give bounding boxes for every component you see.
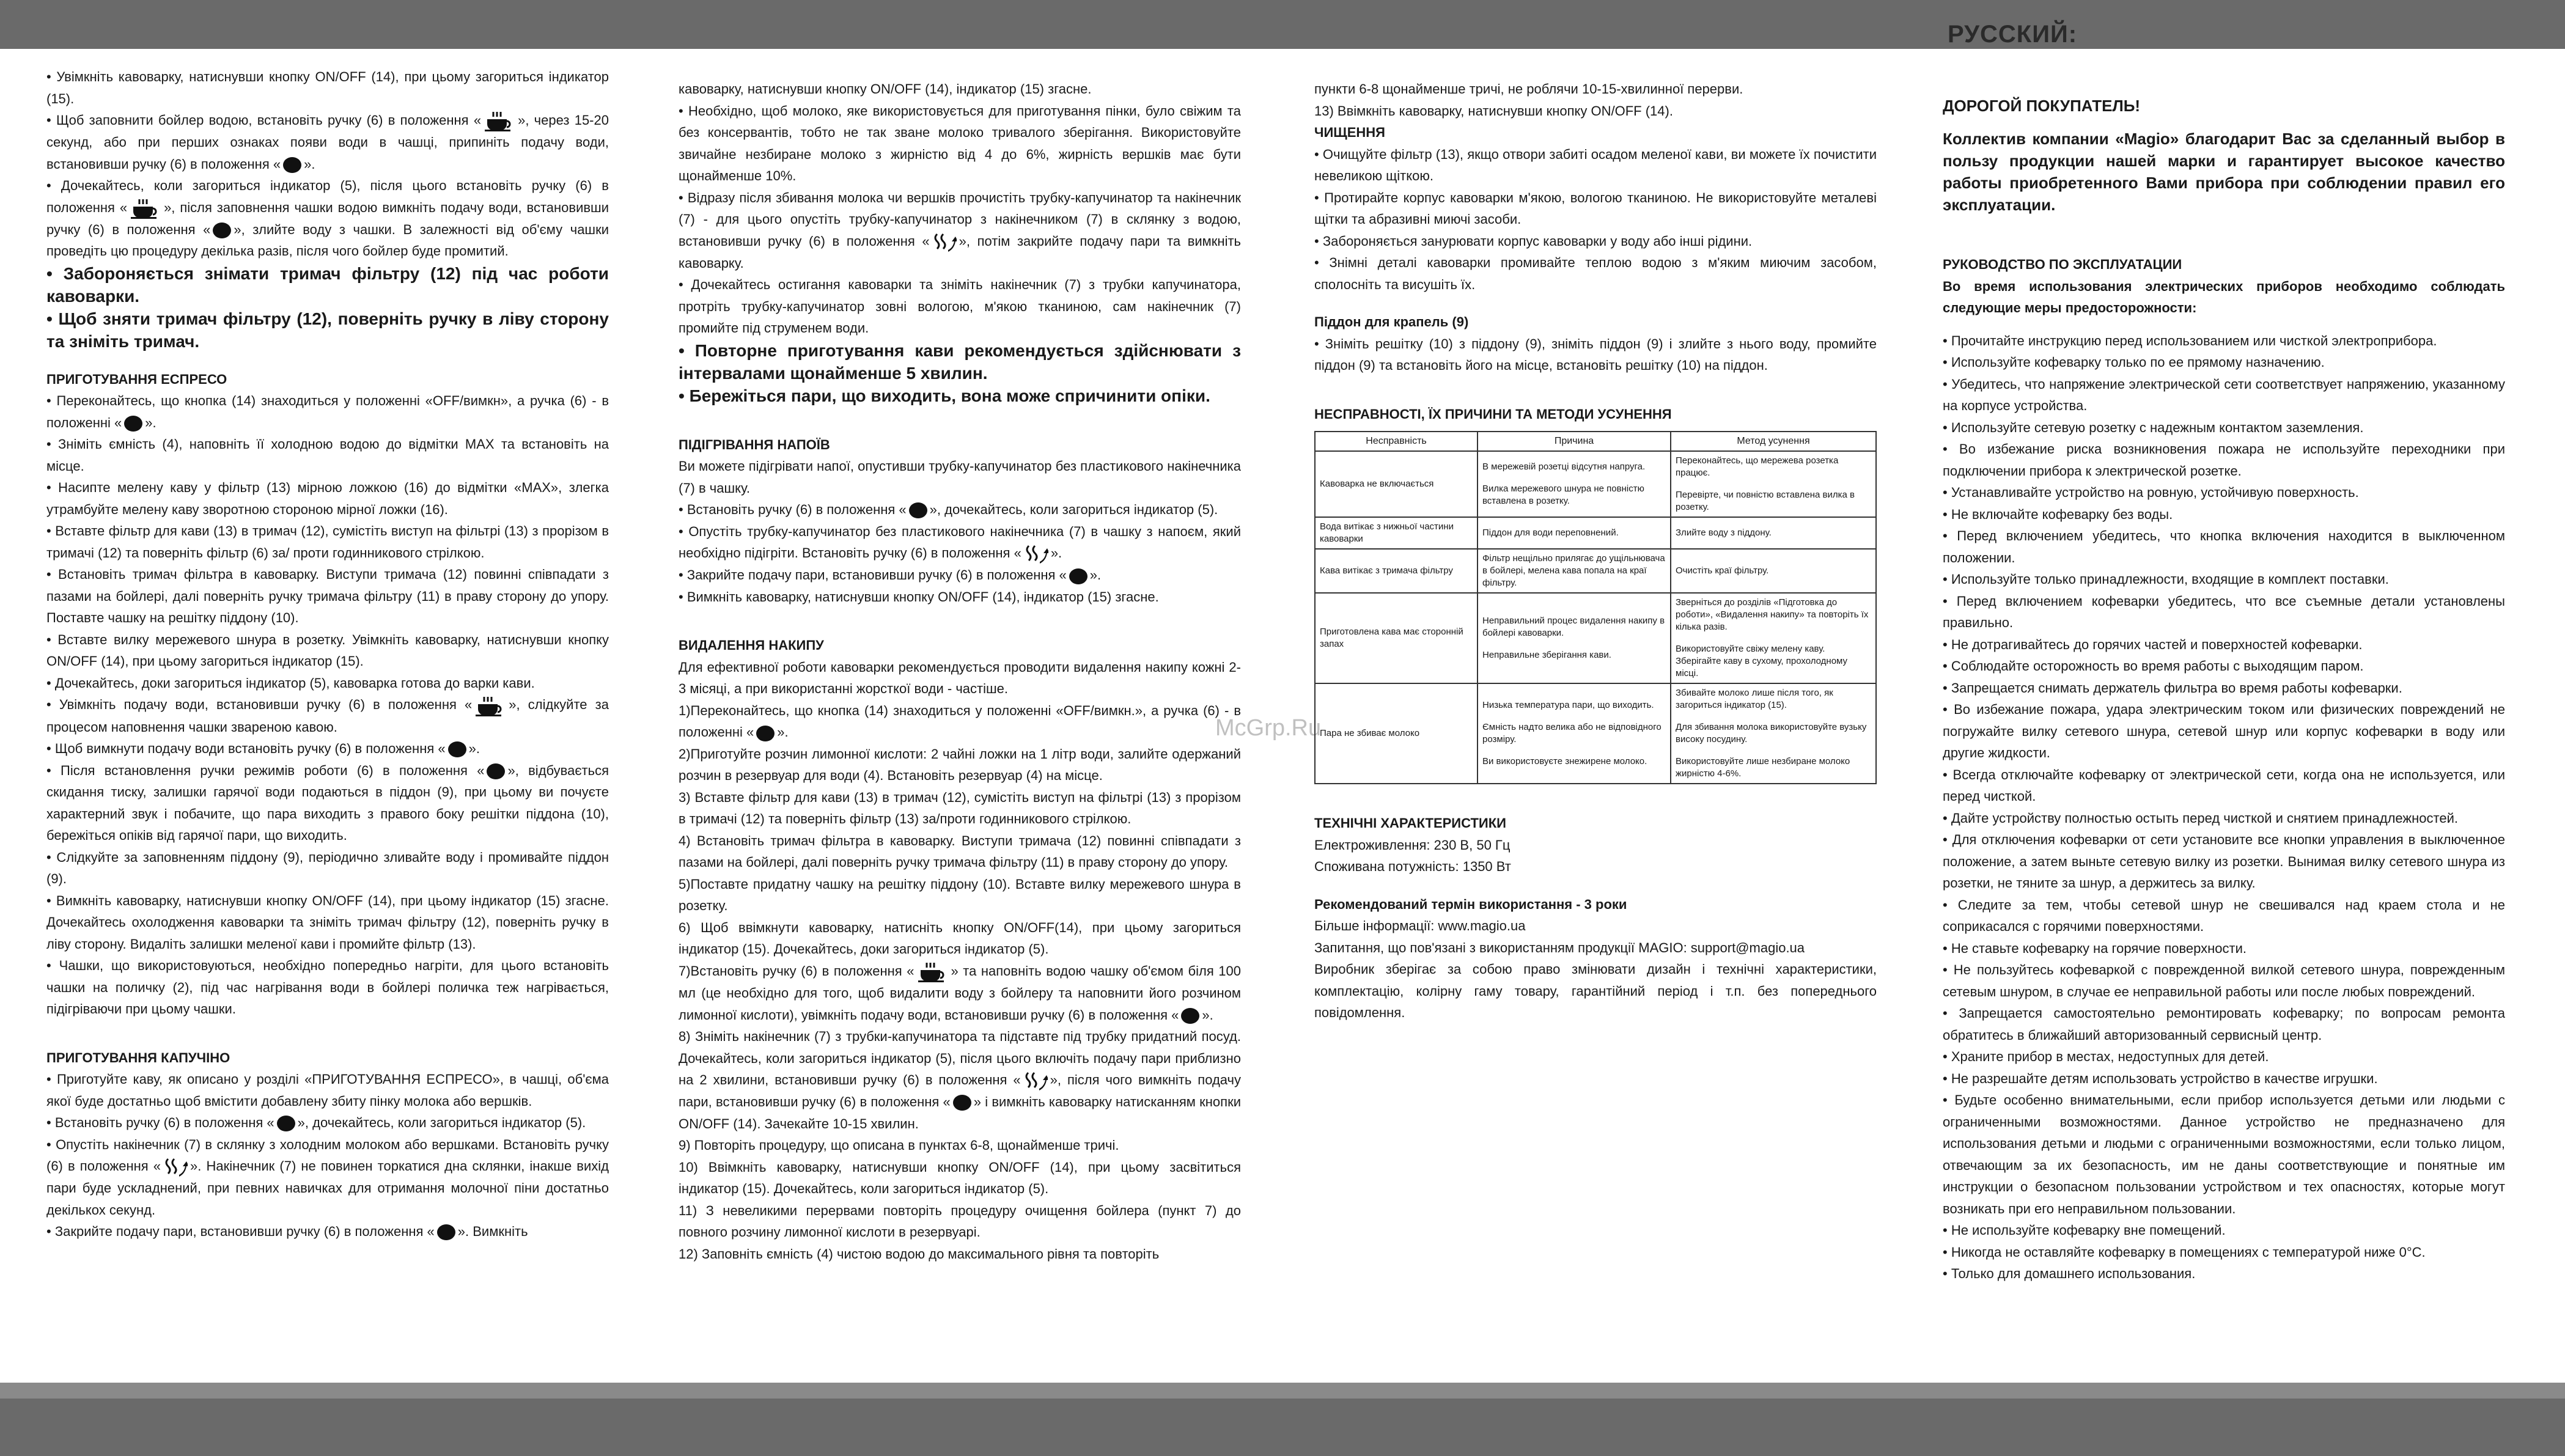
col1-paragraph: • Дочекайтесь, доки загориться індикатор (5), кавоварка готова до варки кави.	[46, 675, 535, 691]
language-heading: РУССКИЙ:	[1948, 21, 2078, 48]
col2-paragraph: • Вимкніть кавоварку, натиснувши кнопку ON/OFF (14), індикатор (15) згасне.	[679, 589, 1159, 605]
col4-paragraph: • Прочитайте инструкцию перед использованием или чисткой электроприбора.	[1943, 333, 2437, 348]
col1-paragraph: • Чашки, що використовуються, необхідно попередньо нагріти, для цього встановіть чашки на поличку (2), під час нагрівання води в бойлері поличка теж нагрівається, підігріваючи при цьому чашки.	[46, 958, 609, 1017]
col4-paragraph: РУКОВОДСТВО ПО ЭКСПЛУАТАЦИИ	[1943, 257, 2182, 272]
col4-paragraph	[1943, 216, 2505, 238]
col1-paragraph: • Встановіть тримач фільтра в кавоварку. Виступи тримача (12) повинні співпадати з пазами на бойлері, далі поверніть ручку тримача фільтру (11) в праву сторону до упору. Поставте чашку на решітку піддону (10).	[46, 567, 609, 626]
col4-paragraph: • Перед включением кофеварки убедитесь, что все съемные детали установлены правильно.	[1943, 593, 2505, 630]
col4-paragraph: Во время использования электрических приборов необходимо соблюдать следующие меры предосторожности:	[1943, 278, 2505, 315]
col2-paragraph: 6) Щоб ввімкнути кавоварку, натисніть кнопку ON/OFF(14), при цьому загориться індикатор (15). Дочекайтесь, доки загориться індикатор (5).	[679, 919, 1241, 957]
col4-paragraph: • Только для домашнего использования.	[1943, 1266, 2196, 1281]
col2-paragraph: 8) Зніміть накінечник (7) з трубки-капучинатора та підставте під трубку придатний посуд. Дочекайтесь, коли загориться індикатор (5), після цього включіть подачу пари приблизно на 2 хвилини, встановивши ручку (6) в положення « », після чого вимкніть подачу пари, встановивши ручку (6) в положення « » і вимкніть кавоварку натисканням кнопки ON/OFF (14). Зачекайте 10-15 хвилин.	[679, 1029, 1241, 1131]
column-3-top	[1314, 78, 1877, 425]
col3_top-paragraph: • Забороняється занурювати корпус кавоварки у воду або інші рідини.	[1314, 233, 1753, 249]
col1-paragraph: ПРИГОТУВАННЯ ЕСПРЕСО	[46, 371, 227, 387]
col1-paragraph: • Вставте вилку мережевого шнура в розетку. Увімкніть кавоварку, натиснувши кнопку ON/OFF (14), при цьому загориться індикатор (15).	[46, 631, 609, 669]
cause-cell: Піддон для води переповнений.	[1478, 517, 1671, 549]
col3_top-paragraph: • Протирайте корпус кавоварки м'якою, вологою тканиною. Не використовуйте металеві щітки та абразивні миючі засоби.	[1314, 189, 1877, 227]
col1-paragraph: • Забороняється знімати тримач фільтру (12) під час роботи кавоварки.	[46, 263, 609, 306]
knob-off-icon	[437, 1224, 455, 1240]
faults-row	[1315, 683, 1876, 784]
fault-cell: Кава витікає з тримача фільтру	[1315, 549, 1478, 593]
col2-paragraph: • Встановіть ручку (6) в положення « », дочекайтесь, коли загориться індикатор (5).	[679, 499, 1241, 521]
col4-paragraph: • Для отключения кофеварки от сети установите все кнопки управления в выключенное положение, а затем выньте сетевую вилку из розетки. Вынимая вилку сетевого шнура из розетки, не тяните за шнур, а держитесь за вилку.	[1943, 832, 2505, 891]
cause-cell: Фільтр нещільно прилягає до ущільнювача в бойлері, мелена кава попала на краї фільтру.	[1478, 549, 1671, 593]
col2-paragraph: 2)Приготуйте розчин лимонної кислоти: 2 чайні ложки на 1 літр води, залийте одержаний розчин в резервуар для води (4). Встановіть резервуар (4) на місце.	[679, 746, 1241, 784]
col4-paragraph: • Не разрешайте детям использовать устройство в качестве игрушки.	[1943, 1070, 2378, 1086]
faults-row	[1315, 517, 1876, 549]
col1-paragraph: • Щоб зняти тримач фільтру (12), поверніть ручку в ліву сторону та зніміть тримач.	[46, 309, 609, 351]
col4-paragraph: • Используйте кофеварку только по ее прямому назначению.	[1943, 355, 2325, 370]
steam-icon	[1023, 1070, 1048, 1091]
fix-cell: Переконайтесь, що мережева розетка працює. Перевірте, чи повністю вставлена вилка в розетку.	[1671, 451, 1876, 517]
steam-icon	[1024, 543, 1048, 564]
col4-paragraph: • Во избежание пожара, удара электрическим током или физических повреждений не погружайте вилку сетевого шнура, сетевой шнур или корпус кофеварки в воду или другие жидкости.	[1943, 702, 2505, 760]
fault-cell: Кавоварка не включається	[1315, 451, 1478, 517]
col2-paragraph: ВИДАЛЕННЯ НАКИПУ	[679, 638, 824, 653]
col2-paragraph: кавоварку, натиснувши кнопку ON/OFF (14), індикатор (15) згасне.	[679, 81, 1092, 97]
col3_top-paragraph: • Зніміть решітку (10) з піддону (9), зніміть піддон (9) і злийте з нього воду, промийте піддон (9) та встановіть його на місце, встановіть решітку (10) на піддон.	[1314, 336, 1877, 373]
col3_bottom-paragraph: Більше інформації: www.magio.ua	[1314, 918, 1526, 933]
col4-paragraph: • Дайте устройству полностью остыть перед чисткой и снятием принадлежностей.	[1943, 810, 2458, 826]
col1-paragraph: • Увімкніть кавоварку, натиснувши кнопку ON/OFF (14), при цьому загориться індикатор (15).	[46, 69, 609, 106]
col2-paragraph: Ви можете підігрівати напої, опустивши трубку-капучинатор без пластикового накінечника (7) в чашку.	[679, 458, 1241, 496]
faults-header-cause: Причина	[1478, 432, 1671, 451]
col1-paragraph: • Закрийте подачу пари, встановивши ручку (6) в положення « ». Вимкніть	[46, 1221, 609, 1243]
column-russian	[1943, 95, 2505, 1285]
fault-cell: Вода витікає з нижньої частини кавоварки	[1315, 517, 1478, 549]
col3_top-paragraph: • Очищуйте фільтр (13), якщо отвори забиті осадом меленої кави, ви можете їх почистити невеликою щіткою.	[1314, 146, 1877, 183]
col3_top-paragraph: ЧИЩЕННЯ	[1314, 125, 1385, 140]
col1-paragraph: • Переконайтесь, що кнопка (14) знаходиться у положенні «OFF/вимкн», а ручка (6) - в положенні « ».	[46, 390, 609, 433]
col2-paragraph: 5)Поставте придатну чашку на решітку піддону (10). Вставте вилку мережевого шнура в розетку.	[679, 876, 1241, 914]
col3_bottom-paragraph: ТЕХНІЧНІ ХАРАКТЕРИСТИКИ	[1314, 815, 1506, 831]
col3_top-paragraph: • Знімні деталі кавоварки промивайте теплою водою з м'яким миючим засобом, сполосніть та висушіть їх.	[1314, 255, 1877, 292]
steam-icon	[932, 232, 957, 252]
top-gray-band	[0, 0, 2565, 49]
col1-paragraph: • Встановіть ручку (6) в положення « », дочекайтесь, коли загориться індикатор (5).	[46, 1112, 609, 1134]
col3_bottom-paragraph: Споживана потужність: 1350 Вт	[1314, 859, 1511, 874]
col4-paragraph: • Соблюдайте осторожность во время работы с выходящим паром.	[1943, 658, 2364, 674]
faults-row	[1315, 549, 1876, 593]
col3_top-paragraph: Піддон для крапель (9)	[1314, 314, 1469, 329]
knob-off-icon	[909, 502, 927, 518]
col1-paragraph: • Слідкуйте за заповненням піддону (9), періодично зливайте воду і промивайте піддон (9).	[46, 849, 609, 887]
col4-paragraph: • Во избежание риска возникновения пожара не используйте переходники при подключении прибора к электрической розетке.	[1943, 441, 2505, 479]
column-ukrainian-1	[46, 66, 609, 1243]
col1-paragraph: ПРИГОТУВАННЯ КАПУЧІНО	[46, 1050, 230, 1065]
col3_bottom-paragraph: Рекомендований термін використання - 3 роки	[1314, 896, 1627, 912]
knob-off-icon	[953, 1095, 971, 1111]
col2-paragraph: • Повторне приготування кави рекомендується здійснювати з інтервалами щонайменше 5 хвилин.	[679, 340, 1241, 383]
fault-cell: Приготовлена кава має сторонній запах	[1315, 593, 1478, 683]
col4-paragraph: Коллектив компании «Magio» благодарит Вас за сделанный выбор в пользу продукции нашей марки и гарантирует высокое качество работы приобретенного Вами прибора при соблюдении правил его эксплуатации.	[1943, 130, 2505, 214]
knob-off-icon	[487, 763, 505, 779]
col4-paragraph	[1943, 117, 2505, 128]
cause-cell: В мережевій розетці відсутня напруга. Вилка мережевого шнура не повністю вставлена в розетку.	[1478, 451, 1671, 517]
knob-off-icon	[448, 741, 466, 757]
knob-off-icon	[1181, 1008, 1199, 1024]
knob-off-icon	[756, 726, 775, 741]
knob-off-icon	[283, 157, 301, 173]
col2-paragraph: • Закрийте подачу пари, встановивши ручку (6) в положення « ».	[679, 564, 1241, 586]
knob-off-icon	[124, 416, 142, 432]
col1-paragraph: • Вставте фільтр для кави (13) в тримач (12), сумістіть виступ на фільтрі (13) з прорізом в тримачі (12) та поверніть фільтр (6) за/ проти годинникового стрілкою.	[46, 523, 609, 561]
col2-paragraph: 11) З невеликими перервами повторіть процедуру очищення бойлера (пункт 7) до повного розчину лимонної кислоти в резервуарі.	[679, 1202, 1241, 1240]
col2-paragraph: • Опустіть трубку-капучинатор без пластикового накінечника (7) в чашку з напоєм, який необхідно підігріти. Встановіть ручку (6) в положення « ».	[679, 521, 1241, 565]
col2-paragraph: • Необхідно, щоб молоко, яке використовується для приготування пінки, було свіжим та без консервантів, тобто не так зване молоко тривалого зберігання. Використовуйте звичайне незбиране молоко з жирністю від 4 до 6%, жирність вершків має бути щонайменше 10%.	[679, 103, 1241, 183]
col1-paragraph: • Щоб заповнити бойлер водою, встановіть ручку (6) в положення « », через 15-20 секунд, або при перших ознаках появи води в чашці, припиніть подачу води, встановивши ручку (6) в положення « ».	[46, 109, 609, 175]
cup-icon	[484, 111, 515, 131]
col4-paragraph: • Следите за тем, чтобы сетевой шнур не свешивался над краем стола и не соприкасался с горячими поверхностями.	[1943, 897, 2505, 934]
faults-row	[1315, 451, 1876, 517]
col4-paragraph: • Убедитесь, что напряжение электрической сети соответствует напряжению, указанному на корпусе устройства.	[1943, 376, 2505, 413]
cup-icon	[917, 961, 949, 982]
steam-icon	[163, 1156, 188, 1177]
col4-paragraph: • Будьте особенно внимательными, если прибор используется детьми или людьми с ограниченными возможностями. Данное устройство не предназначено для использования детьми и людьми с ограниченными возможностями, если только лицом, отвечающим за их безопасность, им не даны соответствующие и понятные им инструкции о безопасном пользовании устройством и тех опасностях, которые могут возникать при его неправильном пользовании.	[1943, 1092, 2505, 1216]
col4-paragraph: • Не используйте кофеварку вне помещений.	[1943, 1223, 2226, 1238]
col1-paragraph: • Насипте мелену каву у фільтр (13) мірною ложкою (16) до відмітки «MAX», злегка утрамбуйте мелену каву зворотною стороною мірної ложки (16).	[46, 480, 609, 517]
fix-cell: Збивайте молоко лише після того, як загориться індикатор (15). Для збивання молока використовуйте вузьку високу посудину. Використовуйте лише незбиране молоко жирністю 4-6%.	[1671, 683, 1876, 784]
knob-off-icon	[1069, 568, 1087, 584]
col4-paragraph: • Запрещается снимать держатель фильтра во время работы кофеварки.	[1943, 680, 2402, 696]
col4-paragraph: • Не включайте кофеварку без воды.	[1943, 506, 2173, 522]
col4-paragraph	[1943, 319, 2505, 330]
col2-paragraph: 3) Вставте фільтр для кави (13) в тримач (12), сумістіть виступ на фільтрі (13) з прорізом в тримачі (12) та поверніть фільтр (13) за/проти годинникового стрілкою.	[679, 789, 1241, 827]
col2-paragraph: Для ефективної роботи кавоварки рекомендується проводити видалення накипу кожні 2-3 місяці, а при використанні жорсткої води - частіше.	[679, 659, 1241, 697]
col1-paragraph: • Опустіть накінечник (7) в склянку з холодним молоком або вершками. Встановіть ручку (6) в положення « ». Накінечник (7) не повинен торкатися дна склянки, інакше вихід пари буде ускладнений, при певних навичках для отримання молочної піни достатньо декількох секунд.	[46, 1136, 609, 1218]
faults-header-row	[1315, 432, 1876, 451]
col1-paragraph: • Дочекайтесь, коли загориться індикатор (5), після цього встановіть ручку (6) в положення « », після заповнення чашки водою вимкніть подачу води, встановивши ручку (6) в положення « », злийте воду з чашки. В залежності від об'єму чашки проведіть цю процедуру декілька разів, після чого бойлер буде промитий.	[46, 178, 609, 259]
cup-icon	[130, 198, 161, 219]
knob-off-icon	[277, 1116, 295, 1131]
col1-paragraph: • Приготуйте каву, як описано у розділі «ПРИГОТУВАННЯ ЕСПРЕСО», в чашці, об'єма якої буде достатньо щоб вмістити добавлену збиту пінку молока або вершків.	[46, 1072, 609, 1109]
col1-paragraph: • Зніміть ємність (4), наповніть її холодною водою до відмітки MAX та встановіть на місце.	[46, 436, 609, 474]
fix-cell: Злийте воду з піддону.	[1671, 517, 1876, 549]
col2-paragraph: ПІДІГРІВАННЯ НАПОЇВ	[679, 436, 830, 452]
knob-off-icon	[213, 222, 231, 238]
cup-icon	[474, 696, 506, 716]
col4-paragraph: • Перед включением убедитесь, что кнопка включения находится в выключенном положении.	[1943, 528, 2505, 565]
col3_top-paragraph: пункти 6-8 щонайменше тричі, не роблячи 10-15-хвилинної перерви.	[1314, 81, 1743, 97]
col2-paragraph: • Бережіться пари, що виходить, вона може спричинити опіки.	[679, 386, 1210, 405]
col1-paragraph: • Вимкніть кавоварку, натиснувши кнопку ON/OFF (14), при цьому індикатор (15) згасне. Дочекайтесь охолодження кавоварки та зніміть тримач фільтру (12), поверніть ручку в ліву сторону. Видаліть залишки меленої кави і промийте фільтр (13).	[46, 892, 609, 952]
col4-paragraph: • Всегда отключайте кофеварку от электрической сети, когда она не используется, или перед чисткой.	[1943, 767, 2505, 804]
fix-cell: Зверніться до розділів «Підготовка до роботи», «Видалення накипу» та повторіть їх кілька разів. Використовуйте свіжу мелену каву. Зберігайте каву в сухому, прохолодному місці.	[1671, 593, 1876, 683]
faults-header-fix: Метод усунення	[1671, 432, 1876, 451]
column-ukrainian-3	[1314, 78, 1877, 1024]
col2-paragraph: 1)Переконайтесь, що кнопка (14) знаходиться у положенні «OFF/вимкн.», а ручка (6) - в положенні « ».	[679, 700, 1241, 743]
col4-paragraph: • Не пользуйтесь кофеваркой с поврежденной вилкой сетевого шнура, поврежденным сетевым шнуром, в случае ее неправильной работы или после любых повреждений.	[1943, 962, 2505, 999]
bottom-gray-band	[0, 1383, 2565, 1456]
col4-paragraph: ДОРОГОЙ ПОКУПАТЕЛЬ!	[1943, 97, 2141, 115]
col3_bottom-paragraph: Електроживлення: 230 В, 50 Гц	[1314, 837, 1511, 853]
watermark: McGrp.Ru	[1215, 715, 1322, 741]
col4-paragraph: • Никогда не оставляйте кофеварку в помещениях с температурой ниже 0°C.	[1943, 1244, 2426, 1260]
col2-paragraph: • Відразу після збивання молока чи вершків прочистіть трубку-капучинатор та накінечник (7) - для цього опустіть трубку-капучинатор з накінечником (7) в склянку з водою, встановивши ручку (6) в положення « », потім закрийте подачу пари та вимкніть кавоварку.	[679, 189, 1241, 271]
col3_bottom-paragraph: Запитання, що пов'язані з використанням продукції MAGIO: support@magio.ua	[1314, 939, 1805, 955]
column-3-bottom	[1314, 812, 1877, 1024]
col2-paragraph: 10) Ввімкніть кавоварку, натиснувши кнопку ON/OFF (14), при цьому засвітиться індикатор (15). Дочекайтесь, коли загориться індикатор (5).	[679, 1159, 1241, 1197]
col1-paragraph: • Після встановлення ручки режимів роботи (6) в положення « », відбувається скидання тиску, залишки гарячої води подаються в піддон (9), при цьому ви почуєте характерний звук і побачите, що пара виходить з правого боку решітки піддона (10), бережіться опіків від гарячої пари, що виходить.	[46, 762, 609, 844]
col4-paragraph: • Не ставьте кофеварку на горячие поверхности.	[1943, 940, 2247, 956]
col2-paragraph: 7)Встановіть ручку (6) в положення « » та наповніть водою чашку об'ємом біля 100 мл (це необхідно для того, щоб видалити воду з бойлеру та наповнити його розчином лимонної кислоти), увімкніть подачу води, встановивши ручку (6) в положення « ».	[679, 960, 1241, 1026]
col4-paragraph: • Запрещается самостоятельно ремонтировать кофеварку; по вопросам ремонта обратитесь в ближайший авторизованный сервисный центр.	[1943, 1006, 2505, 1043]
col4-paragraph: • Устанавливайте устройство на ровную, устойчивую поверхность.	[1943, 485, 2359, 500]
faults-table	[1314, 431, 1877, 784]
col2-paragraph: 9) Повторіть процедуру, що описана в пунктах 6-8, щонайменше тричі.	[679, 1138, 1119, 1153]
faults-row	[1315, 593, 1876, 683]
col4-paragraph: • Храните прибор в местах, недоступных для детей.	[1943, 1049, 2269, 1064]
faults-header-fault: Несправність	[1315, 432, 1478, 451]
col4-paragraph: • Не дотрагивайтесь до горячих частей и поверхностей кофеварки.	[1943, 636, 2363, 652]
col1-paragraph: • Увімкніть подачу води, встановивши ручку (6) в положення « », слідкуйте за процесом наповнення чашки звареною кавою.	[46, 694, 609, 738]
col4-paragraph: • Используйте сетевую розетку с надежным контактом заземления.	[1943, 419, 2364, 435]
col4-paragraph: • Используйте только принадлежности, входящие в комплект поставки.	[1943, 572, 2389, 587]
col3_top-paragraph: НЕСПРАВНОСТІ, ЇХ ПРИЧИНИ ТА МЕТОДИ УСУНЕННЯ	[1314, 406, 1672, 422]
fix-cell: Очистіть краї фільтру.	[1671, 549, 1876, 593]
cause-cell: Низька температура пари, що виходить. Ємність надто велика або не відповідного розміру. Ви використовуєте знежирене молоко.	[1478, 683, 1671, 784]
col2-paragraph: 12) Заповніть ємність (4) чистою водою до максимального рівня та повторіть	[679, 1246, 1160, 1262]
column-ukrainian-2	[679, 78, 1241, 1265]
col3_bottom-paragraph: Виробник зберігає за собою право змінювати дизайн і технічні характеристики, комплектацію, колірну гаму товару, гарантійний період і т.п. без попереднього повідомлення.	[1314, 961, 1877, 1020]
col2-paragraph: • Дочекайтесь остигання кавоварки та зніміть накінечник (7) з трубки капучинатора, протріть трубку-капучинатор зовні вологою, м'якою тканиною, сам накінечник (7) промийте під струменем води.	[679, 277, 1241, 336]
col3_top-paragraph: 13) Ввімкніть кавоварку, натиснувши кнопку ON/OFF (14).	[1314, 103, 1673, 119]
fault-cell: Пара не збиває молоко	[1315, 683, 1478, 784]
col2-paragraph: 4) Встановіть тримач фільтра в кавоварку. Виступи тримача (12) повинні співпадати з пазами на бойлері, далі поверніть ручку тримача фільтру (11) в праву сторону до упору.	[679, 833, 1241, 870]
cause-cell: Неправильний процес видалення накипу в бойлері кавоварки. Неправильне зберігання кави.	[1478, 593, 1671, 683]
col1-paragraph: • Щоб вимкнути подачу води встановіть ручку (6) в положення « ».	[46, 738, 609, 760]
